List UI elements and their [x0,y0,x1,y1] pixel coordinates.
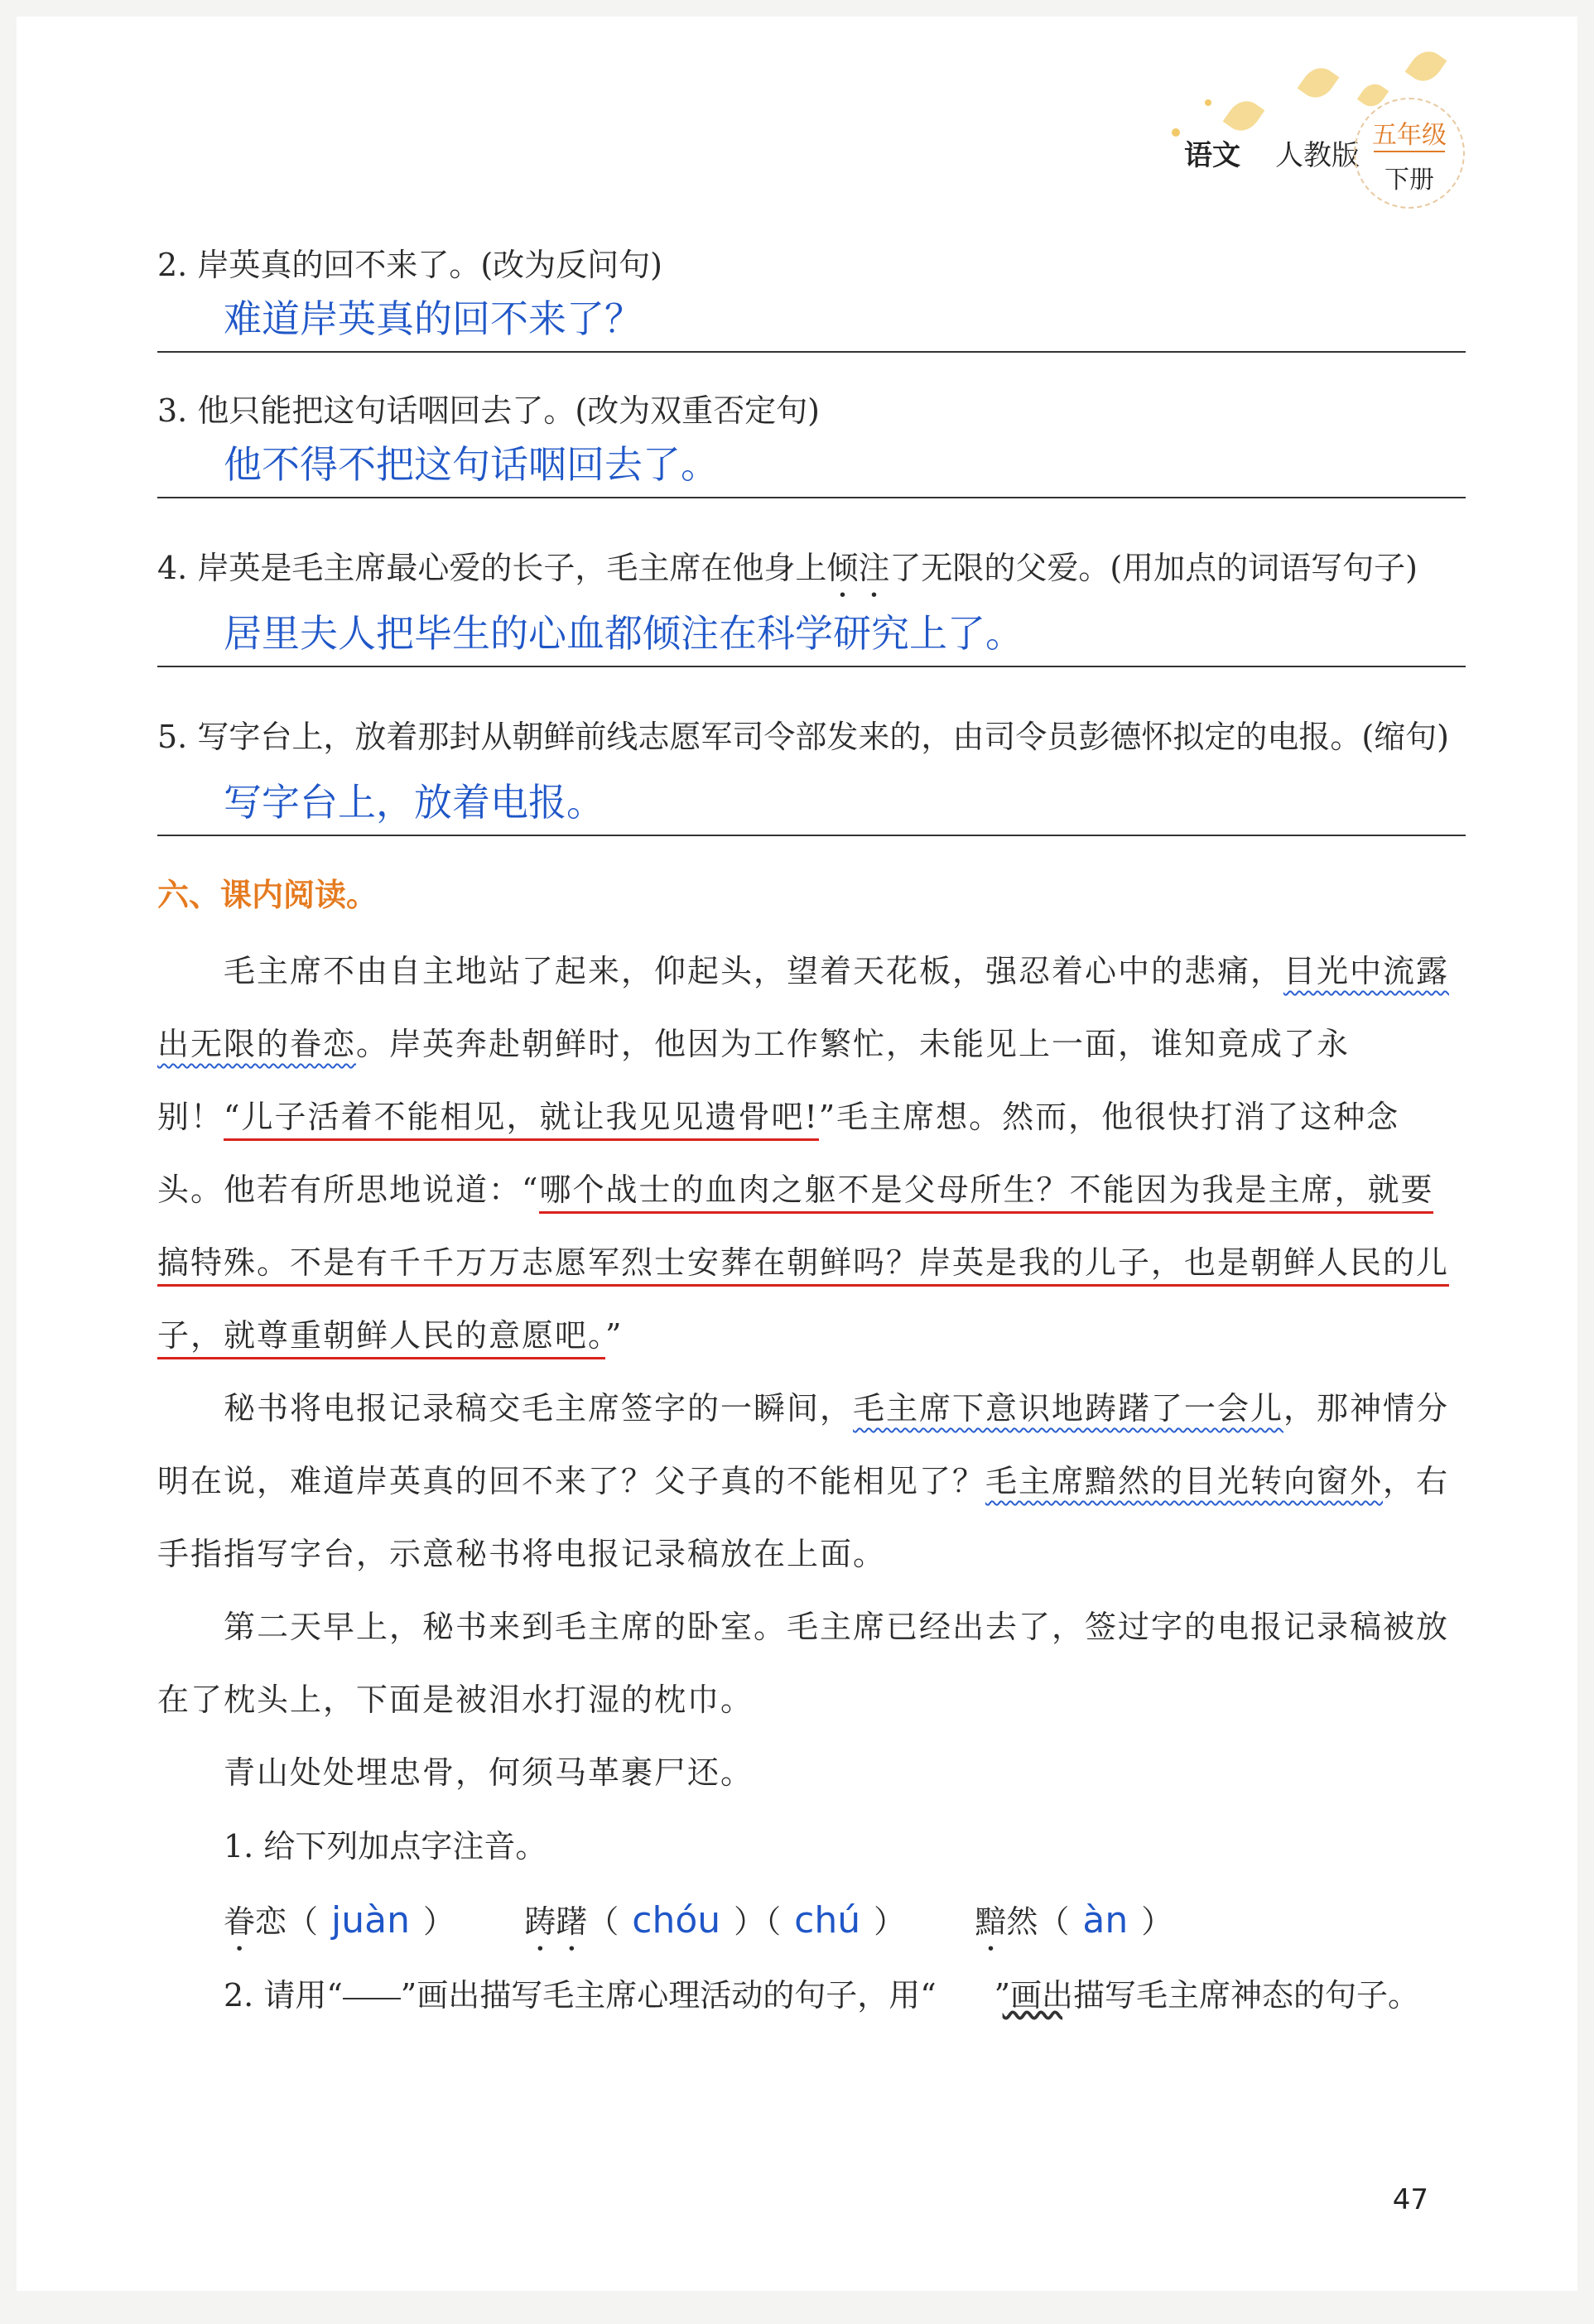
pinyin-answer: chú [794,1899,861,1941]
volume-label: 下册 [1385,166,1434,195]
red-underlined-text: “儿子活着不能相见，就让我见见遗骨吧! [224,1099,819,1141]
passage-text: ，那神情分明在说，难道岸英真的回不来了？父子真的不能相见了？ [157,1390,1450,1499]
answer-line: 写字台上，放着电报。 [157,773,1466,836]
question-prompt: 5. 写字台上，放着那封从朝鲜前线志愿军司令部发来的，由司令员彭德怀拟定的电报。(缩句) [157,719,1449,755]
question-prompt: 2. 岸英真的回不来了。(改为反问句) [157,247,662,283]
dotted-char: 躇 [556,1903,588,1940]
passage-text: ”毛主席想。然而，他很快打消了这种念头。他若有所思地说道：“ [157,1099,1400,1208]
pinyin-row: 眷恋（ juàn ） 踌躇（ chóu ）（ chú ） 黯然（ àn ） [224,1899,1173,1941]
textbook-page [17,17,1577,2291]
question-prompt: 3. 他只能把这句话咽回去了。(改为双重否定句) [157,392,820,429]
reading-passage [157,935,1466,1809]
passage-text: ，右手指指写字台，示意秘书将电报记录稿放在上面。 [157,1463,1450,1572]
dot-decoration [1172,128,1180,137]
edition-label: 人教版 [1275,139,1360,172]
wavy-underlined-text: 毛主席黯然的目光转向窗外 [985,1463,1384,1499]
dotted-char: 踌 [524,1903,556,1940]
grade-label: 五年级 [1372,121,1447,150]
prompt-text: 2. 请用“ [224,1977,343,2014]
leaf-icon [1298,61,1340,104]
page-content [157,240,1466,2035]
prompt-text: 4. 岸英是毛主席最心爱的长子，毛主席在他身上 [157,550,827,586]
question-prompt [157,532,1466,604]
wavy-underlined-text: 目光中流露出无限的眷恋 [157,953,1450,1062]
passage-text: ” [605,1317,624,1354]
passage-paragraph [157,1372,1466,1590]
dot-decoration [1205,99,1211,106]
wavy-line-sample [937,1962,994,2035]
badge-divider [1374,151,1445,152]
wavy-underlined-text: 毛主席下意识地踌躇了一会儿 [853,1390,1284,1427]
passage-paragraph: 第二天早上，秘书来到毛主席的卧室。毛主席已经出去了，签过字的电报记录稿被放在了枕头上，下面是被泪水打湿的枕巾。 [157,1609,1450,1718]
subject-label: 语文 [1184,139,1240,172]
straight-line-sample [343,1998,401,1999]
emphasized-word: 倾注 [826,550,890,586]
prompt-text: 了无限的父爱。(用加点的词语写句子) [889,550,1418,586]
red-underlined-text: 哪个战士的血肉之躯不是父母所生？不能因为我是主席，就要搞特殊。不是有千千万万志愿军烈士安葬在朝鲜吗？岸英是我的儿子，也是朝鲜人民的儿子，就尊重朝鲜人民的意愿吧。 [157,1172,1449,1359]
pinyin-answer: àn [1082,1899,1129,1941]
dotted-char: 黯 [975,1903,1007,1940]
prompt-text: ”画出描写毛主席神态的句子。 [994,1977,1420,2014]
passage-text: 秘书将电报记录稿交毛主席签字的一瞬间， [224,1390,854,1427]
pinyin-answer: chóu [632,1899,721,1941]
passage-text: 。岸英奔赴朝鲜时，他因为工作繁忙，未能见上一面，谁知竟成了永别！ [157,1026,1351,1135]
passage-paragraph [157,935,1466,1372]
answer-line: 居里夫人把毕生的心血都倾注在科学研究上了。 [157,604,1466,667]
page-header [981,50,1445,232]
answer-line: 他不得不把这句话咽回去了。 [157,435,1466,498]
sub-question-prompt [157,1959,1466,2035]
leaf-icon [1223,94,1265,137]
passage-text: 毛主席不由自主地站了起来，仰起头，望着天花板，强忍着心中的悲痛， [224,953,1284,989]
sub-question-prompt: 1. 给下列加点字注音。 [224,1828,547,1864]
passage-paragraph: 青山处处埋忠骨，何须马革裹尸还。 [224,1754,754,1791]
word-char: 恋 [255,1903,287,1940]
dotted-char: 眷 [224,1903,256,1940]
prompt-text: ”画出描写毛主席心理活动的句子，用“ [400,1977,937,2014]
word-char: 然 [1006,1903,1038,1940]
grade-badge [1354,98,1465,209]
page-number: 47 [1392,2183,1428,2216]
section-title: 六、课内阅读。 [157,877,378,913]
leaf-icon [1405,45,1447,88]
answer-line: 难道岸英真的回不来了？ [157,290,1466,353]
pinyin-answer: juàn [331,1899,411,1941]
